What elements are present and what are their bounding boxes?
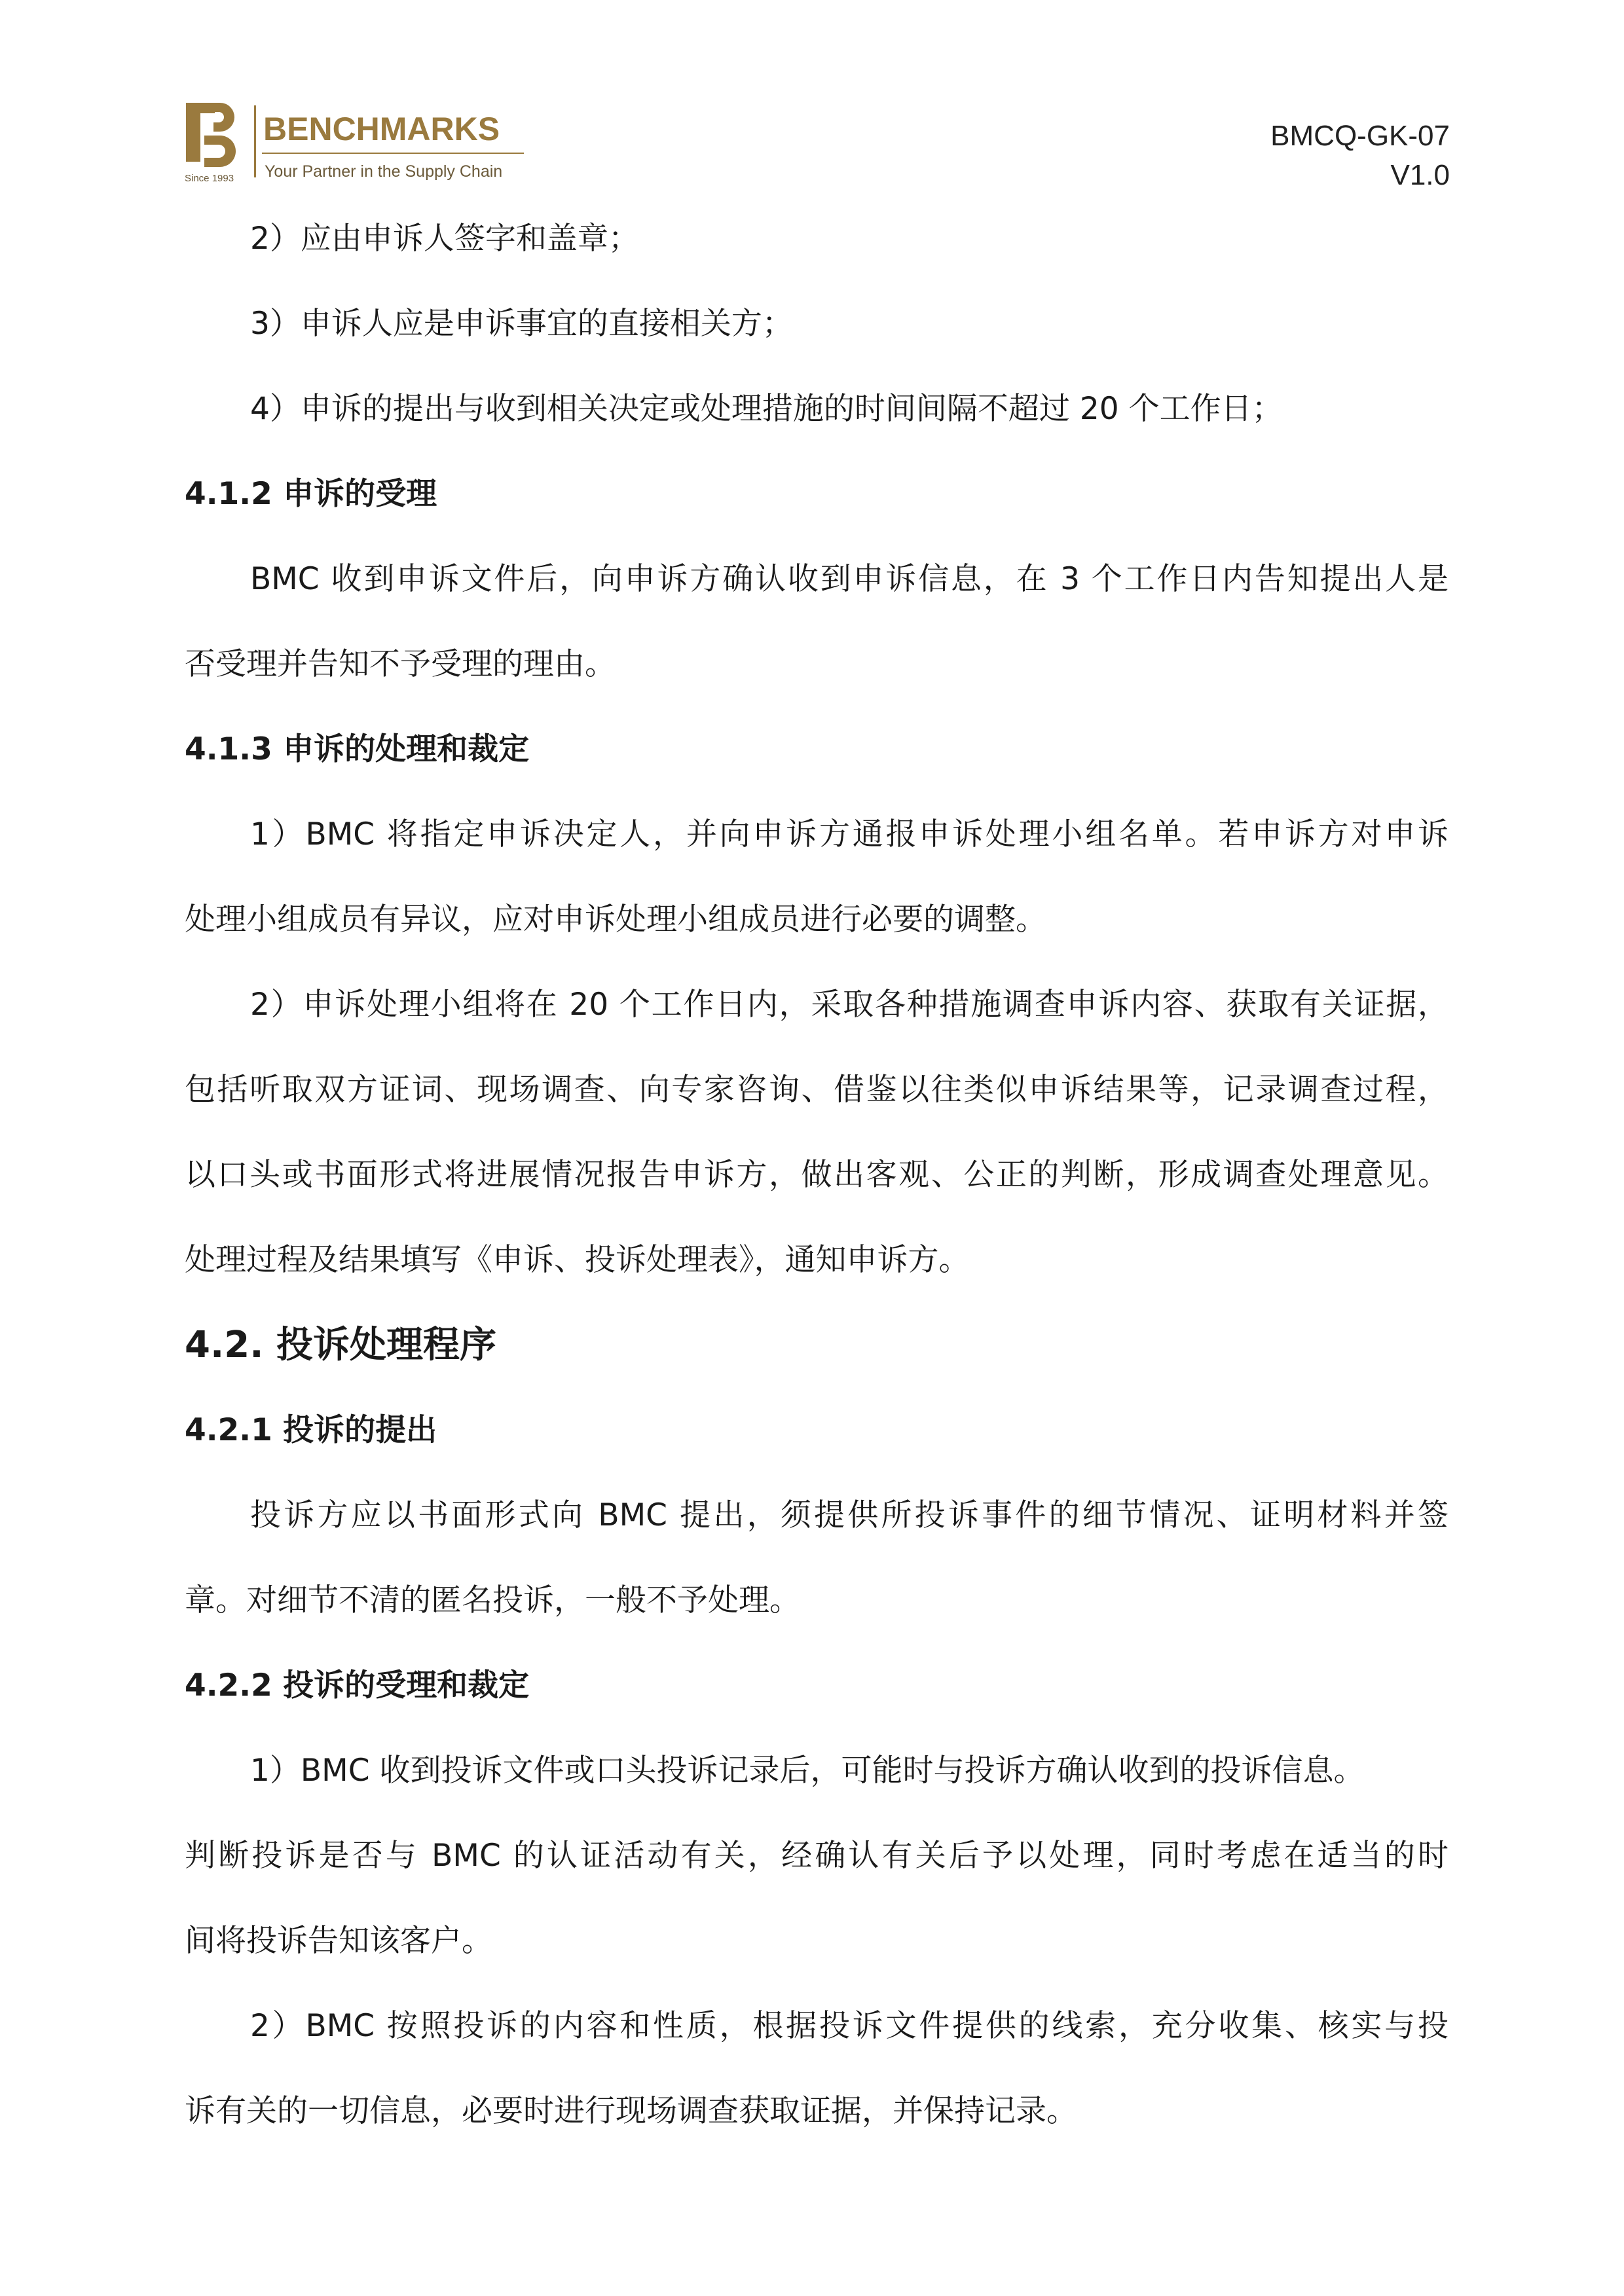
paragraph-line: 1）BMC 收到投诉文件或口头投诉记录后，可能时与投诉方确认收到的投诉信息。 [250, 1753, 1365, 1789]
paragraph-line: 2）BMC 按照投诉的内容和性质，根据投诉文件提供的线索，充分收集、核实与投 [250, 2008, 1449, 2044]
paragraph-line: 诉有关的一切信息，必要时进行现场调查获取证据，并保持记录。 [185, 2093, 1077, 2129]
heading-4-1-3: 4.1.3 申诉的处理和裁定 [185, 731, 530, 767]
logo-brand-text: BENCHMARKS [263, 111, 500, 147]
paragraph-line: 2）申诉处理小组将在 20 个工作日内，采取各种措施调查申诉内容、获取有关证据， [250, 987, 1449, 1023]
paragraph-line: 1）BMC 将指定申诉决定人，并向申诉方通报申诉处理小组名单。若申诉方对申诉 [250, 816, 1449, 852]
paragraph-line: 章。对细节不清的匿名投诉，一般不予处理。 [185, 1582, 800, 1618]
paragraph-line: 投诉方应以书面形式向 BMC 提出，须提供所投诉事件的细节情况、证明材料并签 [250, 1497, 1449, 1533]
paragraph-line: 以口头或书面形式将进展情况报告申诉方，做出客观、公正的判断，形成调查处理意见。 [185, 1157, 1449, 1193]
paragraph-line: 处理小组成员有异议，应对申诉处理小组成员进行必要的调整。 [185, 902, 1046, 938]
heading-4-2-2: 4.2.2 投诉的受理和裁定 [185, 1667, 530, 1704]
paragraph-line: 4）申诉的提出与收到相关决定或处理措施的时间间隔不超过 20 个工作日； [250, 391, 1283, 427]
logo-tagline: Your Partner in the Supply Chain [265, 162, 503, 181]
paragraph-line: 包括听取双方证词、现场调查、向专家咨询、借鉴以往类似申诉结果等，记录调查过程， [185, 1072, 1449, 1108]
benchmarks-logo [185, 101, 525, 190]
heading-4-1-2: 4.1.2 申诉的受理 [185, 476, 437, 512]
paragraph-line: 判断投诉是否与 BMC 的认证活动有关，经确认有关后予以处理，同时考虑在适当的时 [185, 1838, 1449, 1874]
heading-4-2: 4.2. 投诉处理程序 [185, 1324, 496, 1366]
document-body [185, 196, 1449, 2154]
document-meta [1270, 117, 1450, 195]
paragraph-line: 否受理并告知不予受理的理由。 [185, 646, 616, 682]
document-code: BMCQ-GK-07 [1270, 120, 1450, 152]
paragraph-line: 2）应由申诉人签字和盖章； [250, 221, 639, 257]
paragraph-line: BMC 收到申诉文件后，向申诉方确认收到申诉信息，在 3 个工作日内告知提出人是 [250, 561, 1449, 597]
heading-4-2-1: 4.2.1 投诉的提出 [185, 1412, 437, 1448]
paragraph-line: 间将投诉告知该客户。 [185, 1923, 492, 1959]
paragraph-line: 处理过程及结果填写《申诉、投诉处理表》，通知申诉方。 [185, 1242, 970, 1278]
document-version: V1.0 [1390, 159, 1450, 191]
paragraph-line: 3）申诉人应是申诉事宜的直接相关方； [250, 306, 793, 342]
logo-since: Since 1993 [185, 173, 234, 184]
